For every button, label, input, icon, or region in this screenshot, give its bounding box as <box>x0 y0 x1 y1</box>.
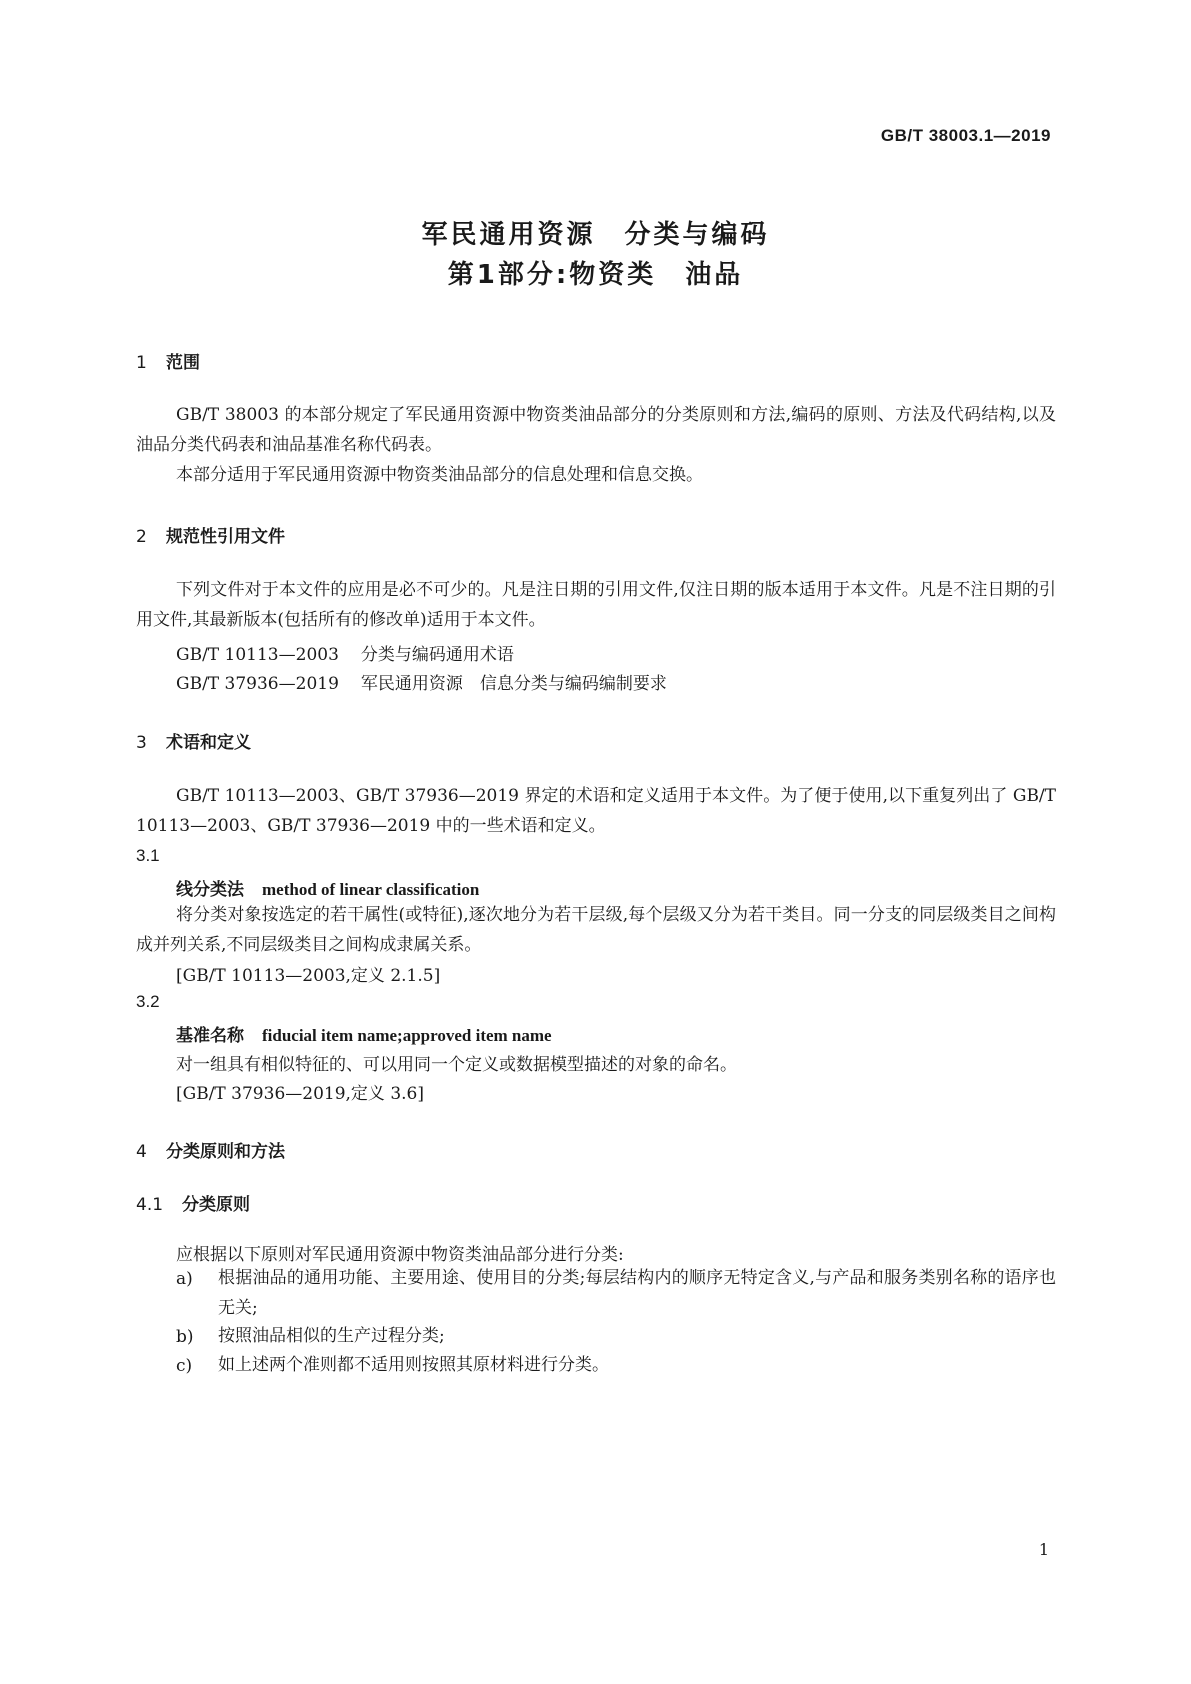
paragraph: 本部分适用于军民通用资源中物资类油品部分的信息处理和信息交换。 <box>176 465 703 485</box>
section-number: 1 <box>136 353 147 373</box>
document-title-line2: 第1部分:物资类 油品 <box>447 260 744 290</box>
section-number: 3 <box>136 733 147 753</box>
term-source: [GB/T 10113—2003,定义 2.1.5] <box>176 966 441 986</box>
term-number: 3.2 <box>136 992 160 1011</box>
term-english: method of linear classification <box>262 880 480 899</box>
section-1-heading <box>136 348 200 373</box>
section-title: 术语和定义 <box>166 733 251 753</box>
term-english: fiducial item name;approved item name <box>262 1026 552 1045</box>
list-marker: a) <box>176 1269 193 1289</box>
section-title: 分类原则和方法 <box>166 1142 285 1162</box>
term-source: [GB/T 37936—2019,定义 3.6] <box>176 1084 424 1104</box>
term-chinese: 基准名称 <box>176 1026 244 1046</box>
subsection-4-1-heading <box>136 1190 250 1215</box>
list-marker: c) <box>176 1356 193 1376</box>
section-3-heading <box>136 728 251 753</box>
section-title: 范围 <box>166 353 200 373</box>
section-number: 4.1 <box>136 1195 164 1215</box>
list-item: 根据油品的通用功能、主要用途、使用目的分类;每层结构内的顺序无特定含义,与产品和服务类别名称的语序也无关; <box>218 1268 1056 1318</box>
normative-reference <box>176 669 667 694</box>
paragraph: 下列文件对于本文件的应用是必不可少的。凡是注日期的引用文件,仅注日期的版本适用于本文件。凡是不注日期的引用文件,其最新版本(包括所有的修改单)适用于本文件。 <box>136 580 1056 630</box>
term-chinese: 线分类法 <box>176 880 244 900</box>
term-entry <box>176 875 479 900</box>
section-number: 4 <box>136 1142 147 1162</box>
section-title: 分类原则 <box>182 1195 250 1215</box>
list-item: 按照油品相似的生产过程分类; <box>218 1326 445 1346</box>
standard-code: GB/T 38003.1—2019 <box>880 126 1051 145</box>
section-4-heading <box>136 1137 285 1162</box>
term-definition: 将分类对象按选定的若干属性(或特征),逐次地分为若干层级,每个层级又分为若干类目。同一分支的同层级类目之间构成并列关系,不同层级类目之间构成隶属关系。 <box>136 905 1056 955</box>
reference-code: GB/T 10113—2003 <box>176 645 339 665</box>
paragraph: 应根据以下原则对军民通用资源中物资类油品部分进行分类: <box>176 1245 624 1265</box>
reference-title: 军民通用资源 信息分类与编码编制要求 <box>360 674 667 694</box>
normative-reference <box>176 640 514 665</box>
list-marker: b) <box>176 1327 194 1347</box>
section-number: 2 <box>136 527 147 547</box>
reference-code: GB/T 37936—2019 <box>176 674 339 694</box>
reference-title: 分类与编码通用术语 <box>360 645 514 665</box>
page-number: 1 <box>1038 1540 1049 1559</box>
paragraph: GB/T 10113—2003、GB/T 37936—2019 界定的术语和定义适用于本文件。为了便于使用,以下重复列出了 GB/T 10113—2003、GB/T 37936—2019 中的一些术语和定义。 <box>136 786 1056 836</box>
section-2-heading <box>136 522 285 547</box>
paragraph: GB/T 38003 的本部分规定了军民通用资源中物资类油品部分的分类原则和方法,编码的原则、方法及代码结构,以及油品分类代码表和油品基准名称代码表。 <box>136 405 1056 455</box>
document-title-line1: 军民通用资源 分类与编码 <box>421 220 770 250</box>
section-title: 规范性引用文件 <box>166 527 285 547</box>
list-item: 如上述两个准则都不适用则按照其原材料进行分类。 <box>218 1355 609 1375</box>
term-definition: 对一组具有相似特征的、可以用同一个定义或数据模型描述的对象的命名。 <box>176 1055 737 1075</box>
term-number: 3.1 <box>136 846 160 865</box>
term-entry <box>176 1021 552 1046</box>
